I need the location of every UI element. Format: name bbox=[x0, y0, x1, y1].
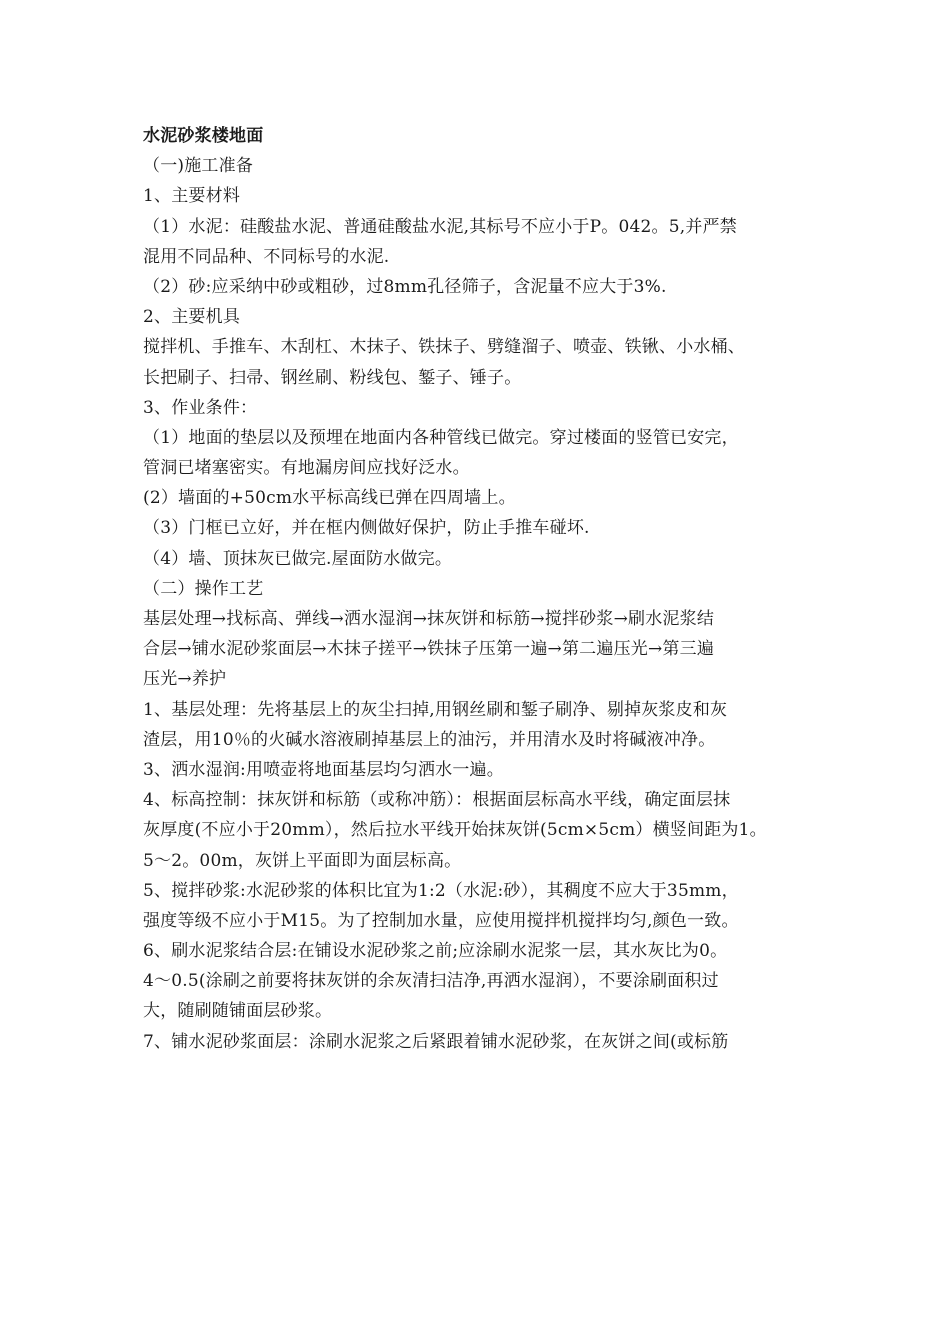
text-line: 大，随刷随铺面层砂浆。 bbox=[143, 1001, 333, 1022]
section-heading: （二）操作工艺 bbox=[143, 578, 264, 599]
text-line: 长把刷子、扫帚、钢丝刷、粉线包、錾子、锤子。 bbox=[143, 367, 522, 388]
text-line: 合层→铺水泥砂浆面层→木抹子搓平→铁抹子压第一遍→第二遍压光→第三遍 bbox=[143, 639, 715, 660]
text-line: 基层处理→找标高、弹线→洒水湿润→抹灰饼和标筋→搅拌砂浆→刷水泥浆结 bbox=[143, 609, 715, 629]
subsection-heading: 2、主要机具 bbox=[143, 307, 241, 328]
text-line: 灰厚度(不应小于20mm），然后拉水平线开始抹灰饼(5cm×5cm）横竖间距为1。 bbox=[143, 820, 767, 841]
document-title: 水泥砂浆楼地面 bbox=[143, 126, 264, 146]
text-line: 5～2。00m，灰饼上平面即为面层标高。 bbox=[143, 850, 462, 871]
text-line: 渣层，用10％的火碱水溶液刷掉基层上的油污，并用清水及时将碱液冲净。 bbox=[143, 729, 716, 750]
text-line: 混用不同品种、不同标号的水泥. bbox=[143, 246, 390, 267]
section-heading: （一)施工准备 bbox=[143, 156, 254, 177]
text-line: 搅拌机、手推车、木刮杠、木抹子、铁抹子、劈缝溜子、喷壶、铁锹、小水桶、 bbox=[143, 337, 745, 358]
text-line: （3）门框已立好，并在框内侧做好保护，防止手推车碰坏. bbox=[143, 518, 590, 539]
document-body bbox=[143, 121, 823, 1057]
text-line: (2）墙面的+50cm水平标高线已弹在四周墙上。 bbox=[143, 488, 516, 509]
text-line: 强度等级不应小于M15。为了控制加水量，应使用搅拌机搅拌均匀,颜色一致。 bbox=[143, 910, 739, 931]
text-line: （1）水泥：硅酸盐水泥、普通硅酸盐水泥,其标号不应小于P。042。5,并严禁 bbox=[143, 216, 737, 237]
text-line: 管洞已堵塞密实。有地漏房间应找好泛水。 bbox=[143, 458, 470, 479]
subsection-heading: 3、作业条件： bbox=[143, 397, 258, 418]
text-line: 5、搅拌砂浆:水泥砂浆的体积比宜为1:2（水泥:砂），其稠度不应大于35mm， bbox=[143, 880, 739, 901]
text-line: 7、铺水泥砂浆面层：涂刷水泥浆之后紧跟着铺水泥砂浆，在灰饼之间(或标筋 bbox=[143, 1031, 729, 1052]
text-line: 3、洒水湿润:用喷壶将地面基层均匀洒水一遍。 bbox=[143, 759, 504, 780]
text-line: 4、标高控制：抹灰饼和标筋（或称冲筋）：根据面层标高水平线，确定面层抹 bbox=[143, 790, 731, 811]
subsection-heading: 1、主要材料 bbox=[143, 186, 241, 207]
text-line: 压光→养护 bbox=[143, 669, 227, 690]
text-line: 1、基层处理：先将基层上的灰尘扫掉,用钢丝刷和錾子刷净、剔掉灰浆皮和灰 bbox=[143, 699, 728, 720]
text-line: 4～0.5(涂刷之前要将抹灰饼的余灰清扫洁净,再洒水湿润），不要涂刷面积过 bbox=[143, 971, 719, 992]
text-line: （1）地面的垫层以及预埋在地面内各种管线已做完。穿过楼面的竖管已安完， bbox=[143, 427, 739, 448]
text-line: （4）墙、顶抹灰已做完.屋面防水做完。 bbox=[143, 548, 453, 569]
text-line: 6、刷水泥浆结合层:在铺设水泥砂浆之前;应涂刷水泥浆一层，其水灰比为0。 bbox=[143, 941, 728, 962]
text-line: （2）砂:应采纳中砂或粗砂，过8mm孔径筛子，含泥量不应大于3%. bbox=[143, 276, 667, 297]
